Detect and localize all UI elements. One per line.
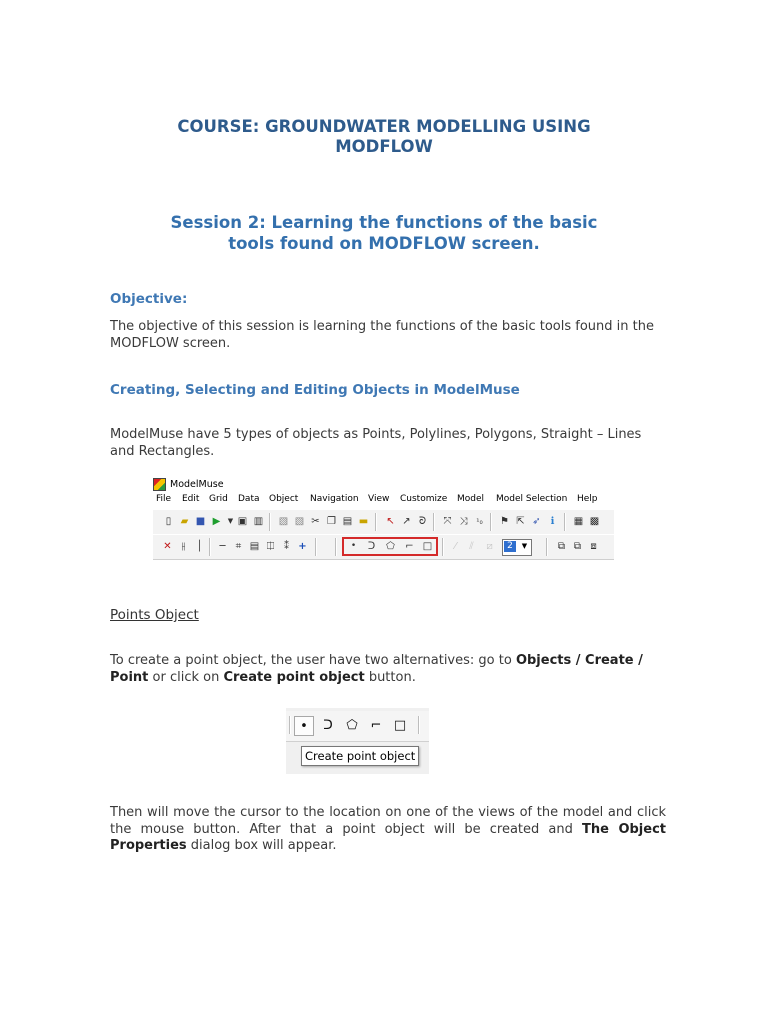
toolbar-separator [490,513,492,531]
zoom-in-icon[interactable]: ⤧ [443,516,452,527]
menu-file[interactable]: File [156,494,172,504]
split-object-icon: ⫽ [469,541,474,552]
toolbar-separator [418,716,420,734]
toolbar-separator [269,513,271,531]
toolbar-row-2 [153,534,614,560]
create-point-paragraph [110,653,666,686]
3d-grid-icon[interactable]: ⧈ [590,541,597,552]
show-all-icon[interactable]: ⇱ [516,516,525,527]
menu-data[interactable]: Data [238,494,260,504]
create-text-part3: button. [364,669,416,685]
add-grid-icon[interactable]: + [298,541,307,552]
session-title-line2: tools found on MODFLOW screen. [228,234,540,253]
edit-vertices-icon: ⁄ [454,541,457,552]
modelmuse-app-icon [153,478,166,491]
course-title-line1: COURSE: GROUNDWATER MODELLING USING [177,117,591,136]
create-rectangle-icon[interactable]: □ [422,541,433,552]
then-paragraph [110,805,666,855]
create-text-part2: or click on [148,669,224,685]
menu-edit[interactable]: Edit [182,494,200,504]
toolbar-separator [433,513,435,531]
create-point-button[interactable]: • [294,716,314,736]
session-title-line1: Session 2: Learning the functions of the basic [170,213,598,232]
toolbar-separator [564,513,566,531]
menu-model-selection[interactable]: Model Selection [496,494,568,504]
create-point-tooltip-screenshot [286,708,429,774]
row-line-icon[interactable]: ─ [219,541,226,552]
delete-icon[interactable]: ✕ [163,541,172,552]
create-text-part1: To create a point object, the user have two alternatives: go to [110,653,516,668]
menu-customize[interactable]: Customize [400,494,448,504]
lasso-icon[interactable]: ᘐ [418,516,427,527]
menu-navigation[interactable]: Navigation [310,494,359,504]
menu-grid[interactable]: Grid [209,494,228,504]
chart-icon[interactable]: ▥ [253,516,264,527]
create-button-name: Create point object [223,669,365,685]
run-icon[interactable]: ▶ [212,516,221,527]
menu-view[interactable]: View [368,494,390,504]
create-rectangle-button[interactable]: □ [393,718,407,733]
course-title-line2: MODFLOW [335,137,433,156]
toolbar-separator [442,538,444,556]
pointer-icon[interactable]: ➶ [532,516,541,527]
objective-heading: Objective: [110,291,188,307]
pan-icon[interactable]: ⚑ [500,516,509,527]
then-text-part2: dialog box will appear. [186,838,337,853]
save-icon[interactable]: ■ [195,516,206,527]
objective-text: The objective of this session is learning the functions of the basic tools found in the MODFLOW screen. [110,319,654,351]
zoom-100-icon[interactable]: ¹₀ [476,517,483,526]
paste-icon[interactable]: ▤ [342,516,353,527]
cut-icon[interactable]: ✂ [311,516,320,527]
create-polyline-button[interactable]: ᑐ [323,718,333,733]
new-file-icon[interactable]: ▯ [165,516,172,527]
open-folder-icon[interactable]: ▰ [180,516,189,527]
spacing-icon[interactable]: ▤ [249,541,260,552]
zoom-out-icon[interactable]: ⤨ [459,516,468,527]
toolbar-separator [335,538,337,556]
undo-icon[interactable]: ▧ [278,516,289,527]
toolbar-separator [209,538,211,556]
menu-model[interactable]: Model [457,494,485,504]
column-line-icon[interactable]: │ [196,541,203,552]
color-grid-icon[interactable]: ▩ [589,516,600,527]
add-column-icon[interactable]: ⫲ [181,541,186,552]
toolbar-row-1 [153,509,614,535]
tooltip: Create point object [301,746,419,766]
run-dropdown-icon[interactable]: ▼ [227,517,234,525]
3d-rotate-icon[interactable]: ⧉ [573,541,582,552]
info-icon[interactable]: ℹ [550,516,555,527]
section-heading: Creating, Selecting and Editing Objects in ModelMuse [110,382,520,398]
layer-number: 2 [504,541,516,552]
3d-view-icon[interactable]: ⧉ [557,541,566,552]
create-point-icon[interactable]: • [350,541,357,551]
toolbar-separator [375,513,377,531]
objects-text: ModelMuse have 5 types of objects as Points, Polylines, Polygons, Straight – Lines and Rectangles. [110,427,642,459]
ruler-icon[interactable]: ▬ [358,516,369,527]
rotate-grid-icon[interactable]: ⎅ [266,541,275,552]
window-title-text: ModelMuse [170,478,224,490]
points-heading: Points Object [110,607,199,623]
object-toolbar-closeup [286,711,429,742]
select-arrow-icon[interactable]: ↖ [386,516,395,527]
menu-bar [153,493,614,508]
create-menu-path: Objects / Create / Point [110,653,643,685]
create-polygon-icon[interactable]: ⬠ [386,541,395,552]
grid-icon[interactable]: ▦ [573,516,584,527]
create-straight-line-button[interactable]: ⌐ [370,718,382,733]
toolbar-separator [546,538,548,556]
grid-lines-icon[interactable]: ⌗ [235,541,242,552]
export-icon[interactable]: ▣ [237,516,248,527]
chevron-down-icon[interactable]: ▼ [521,542,528,550]
copy-icon[interactable]: ❐ [327,516,336,527]
then-text-part1: Then will move the cursor to the location on one of the views of the model and click the mouse button. After that a point object will be created and [110,805,666,837]
modelmuse-window-title [153,476,224,492]
create-polyline-icon[interactable]: ᑐ [367,541,376,552]
create-straight-line-icon[interactable]: ⌐ [405,541,414,552]
modelmuse-toolbar-screenshot [153,476,614,564]
layer-selector[interactable] [502,539,532,556]
menu-object[interactable]: Object [269,494,299,504]
object-properties-name: The Object Properties [110,821,666,853]
menu-help[interactable]: Help [577,494,598,504]
merge-object-icon: ⧄ [486,541,493,552]
redo-icon[interactable]: ▧ [294,516,305,527]
select-point-icon[interactable]: ↗ [402,516,411,527]
create-polygon-button[interactable]: ⬠ [346,718,358,733]
toolbar-separator [289,716,291,734]
grid-options-icon[interactable]: ⁑ [284,541,289,552]
toolbar-separator [315,538,317,556]
